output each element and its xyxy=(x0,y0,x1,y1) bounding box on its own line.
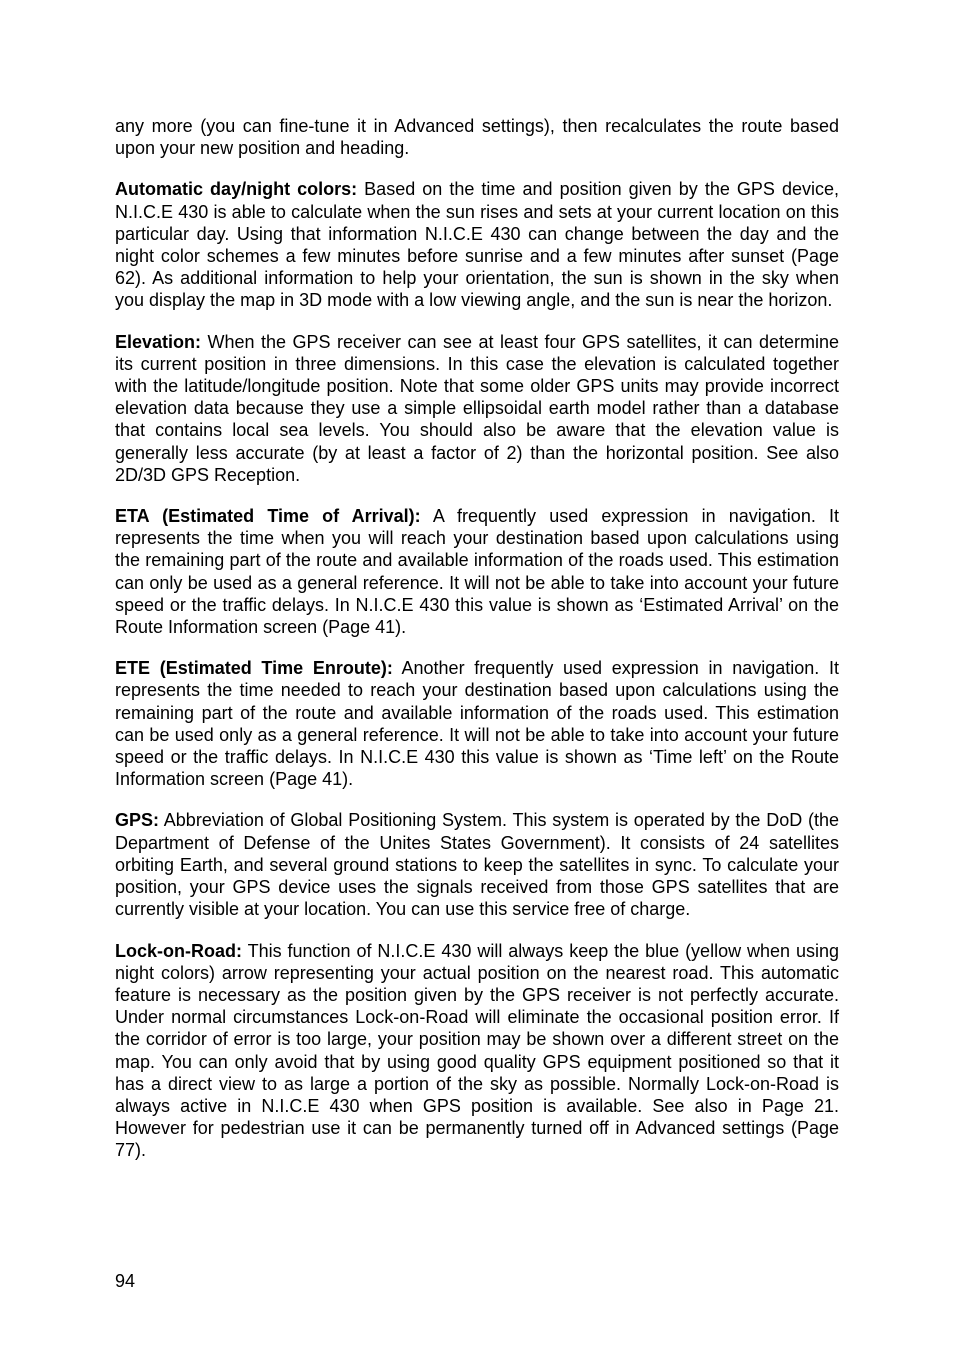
paragraph-eta xyxy=(115,505,839,638)
paragraph-text: Abbreviation of Global Positioning System. This system is operated by the DoD (the Department of Defense of the Unites States Government). It consists of 24 satellites orbiting Earth, and several ground stations to keep the satellites in sync. To calculate your position, your GPS device uses the signals received from those GPS satellites that are currently visible at your location. You can use this service free of charge. xyxy=(115,810,839,920)
page-number: 94 xyxy=(115,1271,136,1291)
glossary-term: Automatic day/night colors: xyxy=(115,179,358,200)
paragraph-automatic-day-night-colors xyxy=(115,178,839,311)
paragraph-continuation xyxy=(115,115,839,159)
paragraph-text: any more (you can fine-tune it in Advanced settings), then recalculates the route based upon your new position and heading. xyxy=(115,116,839,159)
paragraph-elevation xyxy=(115,331,839,486)
glossary-term: Lock-on-Road: xyxy=(115,940,242,961)
paragraph-ete xyxy=(115,657,839,790)
paragraph-lock-on-road xyxy=(115,940,839,1162)
glossary-term: ETA (Estimated Time of Arrival): xyxy=(115,506,421,527)
paragraph-text: Based on the time and position given by the GPS device, N.I.C.E 430 is able to calculate when the sun rises and sets at your current location on this particular day. Using that information N.I.C.E 430 can change between the day and the night color schemes a few minutes before sunrise and a few minutes after sunset (Page 62). As additional information to help your orientation, the sun is shown in the sky when you display the map in 3D mode with a low viewing angle, and the sun is near the horizon. xyxy=(115,179,839,311)
glossary-term: Elevation: xyxy=(115,331,202,352)
glossary-term: ETE (Estimated Time Enroute): xyxy=(115,658,393,679)
paragraph-text: This function of N.I.C.E 430 will always keep the blue (yellow when using night colors) arrow representing your actual position on the nearest road. This automatic feature is necessary as the position given by the GPS receiver is not perfectly accurate. Under normal circumstances Lock-on-Road will eliminate the occasional position error. If the corridor of error is too large, your position may be shown over a different street on the map. You can only avoid that by using good quality GPS equipment positioned so that it has a direct view to as large a portion of the sky as possible. Normally Lock-on-Road is always active in N.I.C.E 430 when GPS position is available. See also in Page 21. However for pedestrian use it can be permanently turned off in Advanced settings (Page 77). xyxy=(115,940,839,1161)
page-body xyxy=(115,115,839,1181)
paragraph-text: Another frequently used expression in navigation. It represents the time needed to reach your destination based upon calculations using the remaining part of the route and available information of the roads used. This estimation can be used only as a general reference. It will not be able to take into account your future speed or the traffic delays. In N.I.C.E 430 this value is shown as ‘Time left’ on the Route Information screen (Page 41). xyxy=(115,658,839,790)
paragraph-text: When the GPS receiver can see at least four GPS satellites, it can determine its current position in three dimensions. In this case the elevation is calculated together with the latitude/longitude position. Note that some older GPS units may provide incorrect elevation data because they use a simple ellipsoidal earth model rather than a database that contains local sea levels. You should also be aware that the elevation value is generally less accurate (by at least a factor of 2) than the horizontal position. See also 2D/3D GPS Reception. xyxy=(115,331,839,485)
paragraph-gps xyxy=(115,809,839,920)
glossary-term: GPS: xyxy=(115,810,160,831)
paragraph-text: A frequently used expression in navigation. It represents the time when you will reach your destination based upon calculations using the remaining part of the route and available information of the roads used. This estimation can only be used as a general reference. It will not be able to take into account your future speed or the traffic delays. In N.I.C.E 430 this value is shown as ‘Estimated Arrival’ on the Route Information screen (Page 41). xyxy=(115,506,839,638)
